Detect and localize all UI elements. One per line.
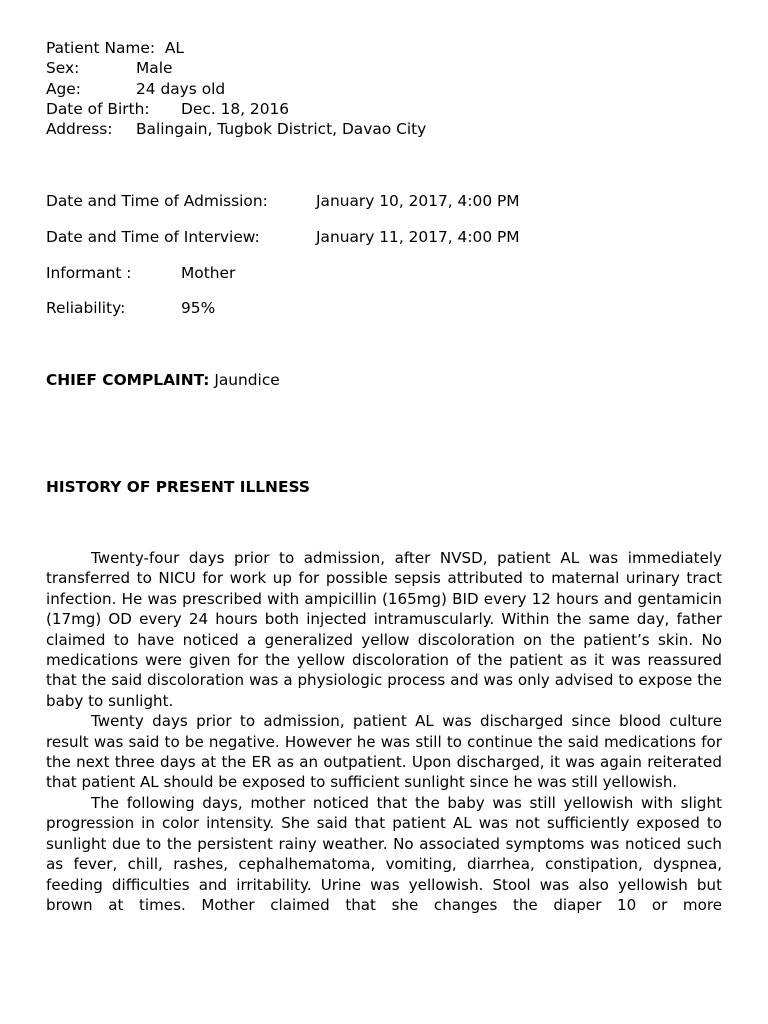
- interview-line: [46, 227, 520, 247]
- admission-value: January 10, 2017, 4:00 PM: [316, 192, 520, 210]
- chief-complaint-label: CHIEF COMPLAINT:: [46, 371, 210, 389]
- chief-complaint-value: Jaundice: [214, 371, 280, 389]
- age-label: Age:: [46, 80, 81, 98]
- dob-line: [46, 99, 289, 119]
- patient-name-line: [46, 38, 184, 58]
- interview-value: January 11, 2017, 4:00 PM: [316, 228, 520, 246]
- hpi-body: [46, 548, 722, 915]
- hpi-paragraph: Twenty days prior to admission, patient AL was discharged since blood culture result was said to be negative. However he was still to continue the said medications for the next three days at the ER as an outpatient. Upon discharged, it was again reiterated that patient AL should be exposed to sufficient sunlight since he was still yellowish.: [46, 712, 722, 792]
- address-value: Balingain, Tugbok District, Davao City: [136, 120, 427, 138]
- informant-line: [46, 263, 235, 283]
- hpi-paragraph: Twenty-four days prior to admission, after NVSD, patient AL was immediately transferred to NICU for work up for possible sepsis attributed to maternal urinary tract infection. He was prescribed with ampicillin (165mg) BID every 12 hours and gentamicin (17mg) OD every 24 hours both injected intramuscularly. Within the same day, father claimed to have noticed a generalized yellow discoloration on the patient’s skin. No medications were given for the yellow discoloration of the patient as it was reassured that the said discoloration was a physiologic process and was only advised to expose the baby to sunlight.: [46, 549, 722, 710]
- informant-value: Mother: [181, 264, 236, 282]
- dob-label: Date of Birth:: [46, 100, 150, 118]
- hpi-heading: HISTORY OF PRESENT ILLNESS: [46, 478, 310, 496]
- reliability-value: 95%: [181, 299, 216, 317]
- sex-value: Male: [136, 59, 173, 77]
- hpi-paragraph: The following days, mother noticed that the baby was still yellowish with slight progression in color intensity. She said that patient AL was not sufficiently exposed to sunlight due to the persistent rainy weather. No associated symptoms was noticed such as fever, chill, rashes, cephalhematoma, vomiting, diarrhea, constipation, dyspnea, feeding difficulties and irritability. Urine was yellowish. Stool was also yellowish but brown at times. Mother claimed that she changes the diaper 10 or more: [46, 793, 722, 914]
- age-value: 24 days old: [136, 80, 226, 98]
- sex-label: Sex:: [46, 59, 80, 77]
- dob-value: Dec. 18, 2016: [181, 100, 290, 118]
- sex-line: [46, 58, 172, 78]
- patient-name-value: AL: [164, 39, 184, 57]
- address-label: Address:: [46, 120, 113, 138]
- age-line: [46, 79, 225, 99]
- address-line: [46, 119, 426, 139]
- admission-label: Date and Time of Admission:: [46, 192, 268, 210]
- reliability-label: Reliability:: [46, 299, 126, 317]
- admission-line: [46, 191, 520, 211]
- reliability-line: [46, 298, 215, 318]
- patient-name-label: Patient Name:: [46, 39, 156, 57]
- chief-complaint-line: [46, 370, 280, 390]
- interview-label: Date and Time of Interview:: [46, 228, 260, 246]
- informant-label: Informant :: [46, 264, 132, 282]
